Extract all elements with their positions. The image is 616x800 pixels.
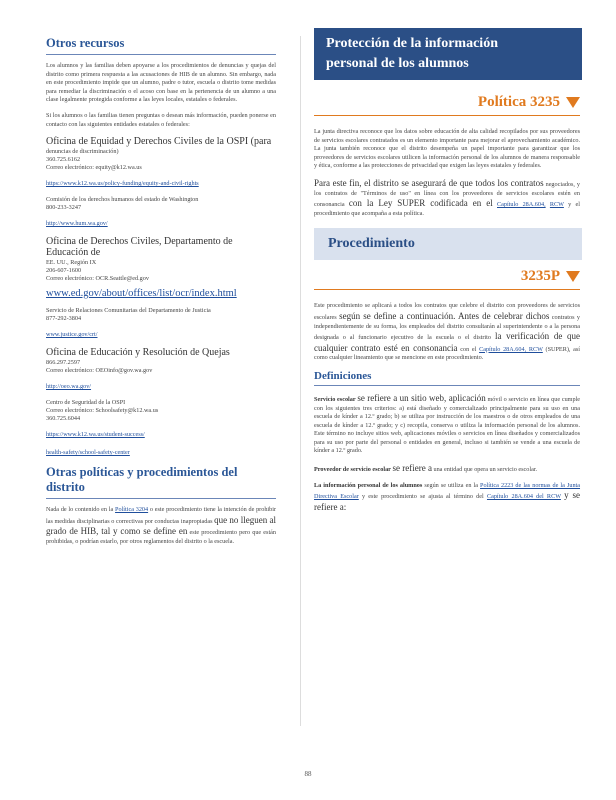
ospi-email: Correo electrónico: equity@k12.wa.us [46, 164, 142, 172]
hum-link[interactable]: http://www.hum.wa.gov/ [46, 220, 108, 228]
seguridad-link-1[interactable]: https://www.k12.wa.us/student-success/ [46, 431, 145, 439]
definition-servicio [314, 393, 580, 456]
p2-body: negociados, y los contratos de "Términos de uso" en línea con los proveedores de servicios escolares estén en consonancia [314, 180, 580, 209]
politicas-text-d: este procedimiento pero que están prohibidas, o podrían estarlo, por otros reglamentos del distrito o la escuela. [46, 529, 277, 545]
capitulo-link-1[interactable]: Capítulo 28A.604, [497, 201, 546, 209]
politicas-text-c: que no lleguen al grado de HIB, tal y como se define en [46, 514, 277, 537]
procedure-code [314, 268, 580, 285]
left-column [46, 36, 276, 554]
ed-phone: 206-607-1600 [46, 267, 82, 275]
otras-politicas-heading: Otras políticas y procedimientos del distrito [46, 465, 238, 495]
d3-body-b: y este procedimiento se ajusta al término del [362, 493, 484, 501]
politica-2223-link[interactable]: Política 2223 de las normas de la Junta Directiva Escolar [314, 481, 581, 501]
procedure-number: 3235P [520, 268, 560, 285]
d1-body: móvil o servicio en línea que cumple con los siguientes tres criterios: a) está diseñado y comercializado principalmente para su uso en una escuela de kínder a 12.º grado; b) se utiliza por instrucción de los maestros o de otros empleados de una escuela de kínder a 12.º grado; y c) recopila, conserva o utiliza la información personal de los alumnos. Este término no incluye sitios web, aplicaciones móviles o servicios en línea diseñados y comercializados para su uso por parte del personal o entidades en general, incluso si también se vende a una escuela de kínder a 12.º grado. [314, 395, 581, 455]
quejas-heading: Oficina de Educación y Resolución de Quejas [46, 347, 230, 359]
d2-term: Proveedor de servicio escolar [314, 466, 391, 474]
seguridad-link-2[interactable]: health-safety/school-safety-center [46, 449, 130, 457]
d2-lead: se refiere a [392, 463, 432, 474]
politica-3204-link[interactable]: Política 3204 [115, 506, 149, 514]
d3-term: La información personal de los alumnos [314, 481, 423, 489]
triangle-down-icon [566, 271, 580, 282]
capitulo-link-3[interactable]: Capítulo 28A.604 del RCW [486, 493, 561, 501]
p3-c: contratos y independientemente de su forma, los empleados del distrito consultarán al superintendente o a la persona designada o al funcionario ejecutivo de la escuela o el distrito [314, 313, 581, 342]
definition-informacion [314, 482, 580, 514]
p2-super: con la Ley SUPER codificada en el [348, 198, 493, 209]
page-number: 88 [304, 770, 312, 778]
right-column [314, 36, 580, 520]
p3-f: (SUPER), así como cualquier lineamiento que se mencione en este procedimiento. [314, 345, 581, 362]
definition-proveedor [314, 463, 580, 475]
quejas-phone: 866.297.2597 [46, 359, 81, 367]
ed-email: Correo electrónico: OCR.Seattle@ed.gov [46, 275, 149, 283]
quejas-link[interactable]: http://oeo.wa.gov/ [46, 383, 92, 391]
heading-rule [46, 54, 276, 55]
p3-e: con el [460, 345, 477, 353]
otros-paragraph-1: Los alumnos y las familias deben apoyarse a los procedimientos de denuncias y quejas del distrito como primera respuesta a las acusaciones de HIB de un alumno. Sin embargo, nada en este procedimiento impide que un alumno, padre o tutor, escuela o distrito tome medidas para remediar la discriminación o el acoso con base en la pertenencia de un alumno a una clase legalmente protegida conforme a las leyes locales, estatales o federales. [46, 62, 276, 104]
p2-lead: Para este fin, el distrito se asegurará de que todos los contratos [314, 177, 544, 188]
d3-lead: y se refiere a: [314, 490, 581, 512]
justice-link[interactable]: www.justice.gov/crt/ [46, 331, 98, 339]
justice-line-1: Servicio de Relaciones Comunitarias del Departamento de Justicia [46, 307, 211, 315]
d1-term: Servicio escolar [314, 395, 356, 403]
politicas-paragraph [46, 506, 276, 546]
triangle-down-icon [566, 97, 580, 108]
procedure-rule [314, 289, 580, 290]
otros-paragraph-2: Si los alumnos o las familias tienen preguntas o desean más información, pueden ponerse en contacto con las siguientes entidades estatales o federales: [46, 111, 276, 128]
policy-label [314, 94, 580, 111]
heading-rule-2 [46, 498, 276, 499]
justice-phone: 877-292-3804 [46, 315, 82, 323]
seguridad-email: Correo electrónico: Schoolsafety@k12.wa.us [46, 407, 159, 415]
p3-d: la verificación de que cualquier contrato esté en consonancia [314, 331, 580, 353]
d3-body-a: según se utiliza en la [424, 481, 478, 489]
procedimiento-banner: Procedimiento [314, 228, 582, 260]
procedure-paragraph [314, 302, 580, 363]
quejas-email: Correo electrónico: OEOinfo@gov.wa.gov [46, 367, 153, 375]
heading-rule-3 [314, 385, 580, 386]
p3-a: Este procedimiento se aplicará a todos los contratos que celebre el distrito con proveedores de servicios escolares [314, 302, 580, 321]
d2-body: una entidad que opera un servicio escolar. [433, 466, 538, 474]
ospi-phone: 360.725.6162 [46, 156, 81, 164]
hum-line-1: Comisión de los derechos humanos del estado de Washington [46, 196, 199, 204]
section-banner [314, 28, 582, 80]
ed-link[interactable]: www.ed.gov/about/offices/list/ocr/index.html [46, 288, 237, 300]
p3-b: según se define a continuación. Antes de celebrar dichos [339, 310, 550, 321]
ospi-link[interactable]: https://www.k12.wa.us/policy-funding/equity-and-civil-rights [46, 180, 199, 188]
policy-rule [314, 115, 580, 116]
politicas-text-a: Nada de lo contenido en la [46, 506, 114, 514]
d1-lead: se refiere a un sitio web, aplicación [357, 392, 486, 403]
seguridad-line-1: Centro de Seguridad de la OSPI [46, 399, 126, 407]
policy-paragraph-1: La junta directiva reconoce que los datos sobre educación de alta calidad recopilados por sus proveedores de servicios escolares contratados es un elemento importante para mejorar el aprovechamiento académico. La junta también reconoce que el distrito desempeña un papel importante para garantizar que los proveedores de servicios escolares utilicen la información personal de los alumnos de manera responsable y ética, conforme a las protecciones de privacidad que exigen las leyes estatales y federales. [314, 128, 580, 170]
hum-phone: 800-233-3247 [46, 204, 82, 212]
policy-number: Política 3235 [477, 94, 560, 110]
seguridad-phone: 360.725.6044 [46, 415, 81, 423]
ospi-heading: Oficina de Equidad y Derechos Civiles de la OSPI (para [46, 136, 272, 148]
ed-line-1: EE. UU., Región IX [46, 259, 97, 267]
p2-end: y el procedimiento que acompaña a esta política. [314, 201, 581, 217]
rcw-link-1[interactable]: RCW [549, 201, 564, 209]
ed-heading: Oficina de Derechos Civiles, Departamento de Educación de [46, 236, 233, 259]
banner-line-1: Protección de la información [326, 36, 498, 51]
otros-recursos-heading: Otros recursos [46, 36, 125, 50]
column-divider [300, 36, 301, 726]
policy-paragraph-2 [314, 178, 580, 218]
ospi-line-1: denuncias de discriminación) [46, 148, 119, 156]
politicas-text-b: o este procedimiento tiene la intención de prohibir las medidas disciplinarias o correctivas por conductas inapropiadas [46, 506, 277, 525]
definiciones-heading: Definiciones [314, 369, 372, 382]
capitulo-link-2[interactable]: Capítulo 28A.604, RCW [479, 345, 543, 353]
banner-line-2: personal de los alumnos [326, 56, 469, 71]
